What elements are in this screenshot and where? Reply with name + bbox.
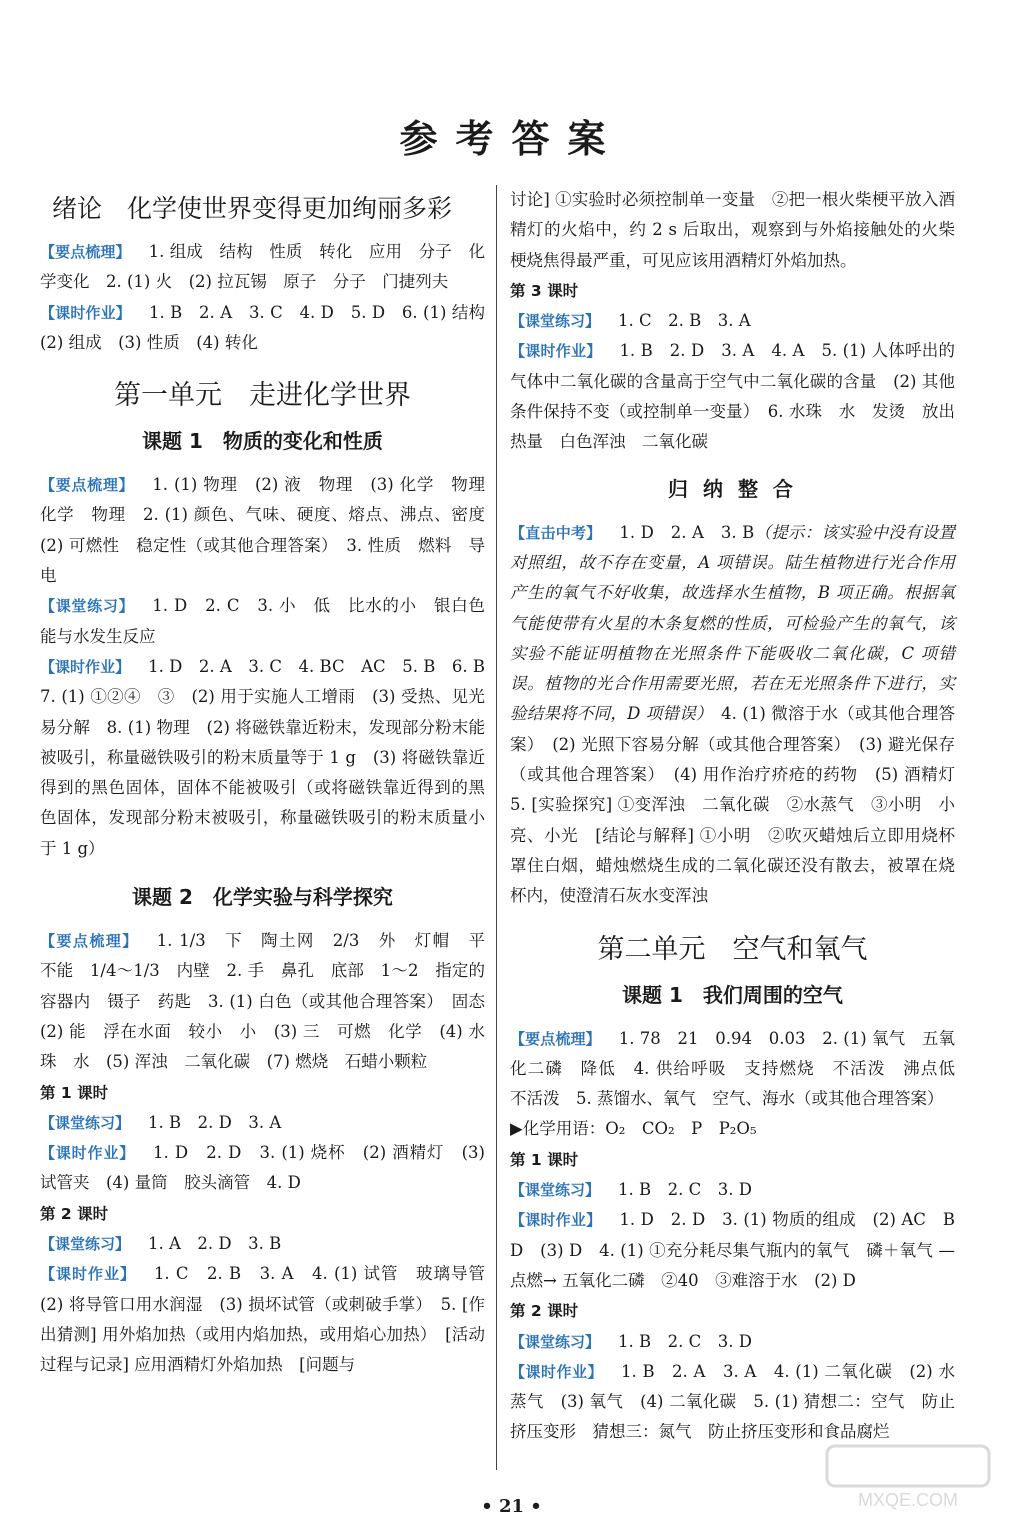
answer-text: 1. D 2. C 3. 小 低 比水的小 银白色 能与水发生反应 bbox=[40, 596, 502, 646]
answer-paragraph bbox=[510, 306, 955, 336]
answer-text: 4. (1) 微溶于水（或其他合理答案） (2) 光照下容易分解（或其他合理答案） (3) 避光保存（或其他合理答案） (4) 用作治疗疥疮的药物 (5) 酒精灯 5. [实验探究] ①变浑浊 二氧化碳 ②水蒸气 ③小明 小亮、小光 [结论与解释] ①小明 ②吹灭蜡烛后立即用烧杯罩住白烟，蜡烛燃烧生成的二氧化碳还没有散去，被罩在烧杯内，使澄清石灰水变浑浊 bbox=[510, 704, 972, 906]
section-label: 【要点梳理】 bbox=[40, 476, 135, 495]
answer-paragraph bbox=[40, 298, 502, 359]
answer-paragraph bbox=[510, 1205, 955, 1296]
answer-text: 1. C 2. B 3. A bbox=[618, 311, 751, 331]
answer-paragraph bbox=[40, 1108, 485, 1138]
unit2-heading: 第二单元 空气和氧气 bbox=[597, 933, 868, 965]
lesson-heading: 第 1 课时 bbox=[510, 1150, 579, 1169]
answer-text: 1. B 2. C 3. D bbox=[618, 1331, 752, 1351]
section-label: 【课堂练习】 bbox=[510, 312, 601, 331]
page-title: 参考答案 bbox=[399, 117, 624, 161]
answer-paragraph bbox=[40, 926, 502, 1077]
section-label: 【课堂练习】 bbox=[40, 1113, 131, 1132]
unit1-heading: 第一单元 走进化学世界 bbox=[114, 380, 411, 412]
answer-paragraph bbox=[40, 1229, 485, 1259]
answer-paragraph bbox=[40, 652, 502, 864]
answer-text: 1. 组成 结构 性质 转化 应用 分子 化学变化 2. (1) 火 (2) 拉瓦锡 原子 分子 门捷列夫 bbox=[40, 242, 485, 292]
lesson-heading: 第 1 课时 bbox=[40, 1083, 109, 1102]
answer-paragraph bbox=[510, 1357, 955, 1448]
answer-text: 1. D 2. D 3. (1) 烧杯 (2) 酒精灯 (3) 试管夹 (4) 量筒 胶头滴管 4. D bbox=[40, 1143, 485, 1193]
answer-text: 1. B 2. C 3. D bbox=[618, 1180, 752, 1200]
lesson-heading: 第 2 课时 bbox=[510, 1302, 579, 1321]
section-label: 【课时作业】 bbox=[40, 303, 131, 322]
section-label: 【课时作业】 bbox=[510, 342, 602, 361]
section-label: 【课时作业】 bbox=[40, 657, 131, 676]
watermark-text: MXQE.COM bbox=[857, 1490, 959, 1510]
right-column bbox=[510, 185, 972, 1448]
answer-text: 1. 78 21 0.94 0.03 2. (1) 氧气 五氧化二磷 降低 4. 供给呼吸 支持燃烧 不活泼 沸点低 不活泼 5. 蒸馏水、氧气 空气、海水（或其他合理答案） bbox=[510, 1028, 972, 1109]
section-label: 【要点梳理】 bbox=[40, 243, 131, 261]
lesson-heading: 第 2 课时 bbox=[40, 1204, 109, 1223]
section-label: 【课时作业】 bbox=[510, 1211, 602, 1230]
answer-paragraph bbox=[40, 591, 502, 652]
section-label: 【课堂练习】 bbox=[40, 1235, 131, 1254]
answer-paragraph bbox=[40, 237, 485, 298]
section-label: 【课时作业】 bbox=[40, 1265, 136, 1284]
watermark-logo bbox=[823, 1442, 993, 1512]
intro-heading: 绪论 化学使世界变得更加绚丽多彩 bbox=[52, 194, 453, 223]
section-label: 【课堂练习】 bbox=[510, 1181, 601, 1200]
answer-text: 1. B 2. A 3. C 4. D 5. D 6. (1) 结构 (2) 组成 (3) 性质 (4) 转化 bbox=[40, 302, 502, 352]
answer-paragraph bbox=[40, 1138, 485, 1199]
chemistry-terms: ▶化学用语：O₂ CO₂ P P₂O₅ bbox=[510, 1119, 757, 1139]
answer-paragraph bbox=[510, 336, 955, 457]
answer-text: 1. A 2. D 3. B bbox=[148, 1234, 282, 1254]
answer-paragraph bbox=[40, 470, 502, 591]
answer-text: 1. (1) 物理 (2) 液 物理 (3) 化学 物理 化学 物理 2. (1) 颜色、气味、硬度、熔点、沸点、密度 (2) 可燃性 稳定性（或其他合理答案） 3. 性质 燃料 导电 bbox=[40, 475, 502, 586]
answer-paragraph bbox=[510, 1327, 955, 1357]
section-label: 【课堂练习】 bbox=[510, 1332, 601, 1351]
section-label: 【要点梳理】 bbox=[510, 1029, 601, 1048]
topic3-heading: 课题 1 我们周围的空气 bbox=[622, 982, 843, 1007]
answer-paragraph bbox=[510, 1024, 972, 1115]
page-number: • 21 • bbox=[481, 1496, 542, 1517]
answer-text: 1. B 2. D 3. A 4. A 5. (1) 人体呼出的气体中二氧化碳的含量高于空气中二氧化碳的含量 (2) 其他条件保持不变（或控制单一变量） 6. 水珠 水 发烫 放出热量 白色浑浊 二氧化碳 bbox=[510, 341, 955, 452]
answer-paragraph bbox=[40, 1259, 502, 1380]
section-label: 【要点梳理】 bbox=[40, 932, 139, 951]
answer-paragraph bbox=[510, 518, 972, 912]
answer-text: 1. D 2. A 3. C 4. BC AC 5. B 6. B 7. (1) ①②④ ③ (2) 用于实施人工增雨 (3) 受热、见光易分解 8. (1) 物理 (2) 将磁铁靠近粉末，发现部分粉末能被吸引，称量磁铁吸引的粉末质量等于 1 g (3) 将磁铁靠近得到的黑色固体，固体不能被吸引（或将磁铁靠近得到的黑色固体，发现部分粉末被吸引，称量磁铁吸引的粉末质量小于 1 g） bbox=[40, 656, 502, 858]
answer-paragraph bbox=[510, 1175, 955, 1205]
section-label: 【课时作业】 bbox=[510, 1362, 603, 1381]
section-label: 【直击中考】 bbox=[510, 523, 602, 542]
answer-text: 1. D 2. D 3. (1) 物质的组成 (2) AC BD (3) D 4. (1) ①充分耗尽集气瓶内的氧气 磷＋氧气 —点燃→ 五氧化二磷 ②40 ③难溶于水 (2) D bbox=[510, 1210, 955, 1290]
lesson-heading: 第 3 课时 bbox=[510, 281, 579, 300]
topic2-heading: 课题 2 化学实验与科学探究 bbox=[132, 885, 393, 910]
hint-note: （提示：该实验中没有设置对照组，故不存在变量，A 项错误。陆生植物进行光合作用产生的氧气不好收集，故选择水生植物，B 项正确。根据氧气能使带有火星的木条复燃的性质，可检验产生的氧气，该实验不能证明植物在光照条件下能吸收二氧化碳，C 项错误。植物的光合作用需要光照，若在无光照条件下进行，实验结果将不同，D 项错误） bbox=[510, 522, 955, 724]
section-label: 【课时作业】 bbox=[40, 1144, 136, 1163]
topic1-heading: 课题 1 物质的变化和性质 bbox=[142, 429, 383, 454]
answer-text: 1. C 2. B 3. A 4. (1) 试管 玻璃导管 (2) 将导管口用水润湿 (3) 损坏试管（或刺破手掌） 5. [作出猜测] 用外焰加热（或用内焰加热，或用焰心加热） [活动过程与记录] 应用酒精灯外焰加热 [问题与 bbox=[40, 1264, 502, 1375]
answer-text: 1. D 2. A 3. B bbox=[619, 522, 755, 542]
answer-text: 1. B 2. A 3. A 4. (1) 二氧化碳 (2) 水蒸气 (3) 氧气 (4) 二氧化碳 5. (1) 猜想二：空气 防止挤压变形 猜想三：氮气 防止挤压变形和食品腐烂 bbox=[510, 1361, 955, 1442]
answer-text: 1. 1/3 下 陶土网 2/3 外 灯帽 平 不能 1/4～1/3 内壁 2. 手 鼻孔 底部 1～2 指定的容器内 镊子 药匙 3. (1) 白色（或其他合理答案） 固态 (2) 能 浮在水面 较小 小 (3) 三 可燃 化学 (4) 水珠 水 (5) 浑浊 二氧化碳 (7) 燃烧 石蜡小颗粒 bbox=[40, 931, 502, 1072]
answer-text: 1. B 2. D 3. A bbox=[148, 1112, 282, 1132]
answer-paragraph: 讨论] ①实验时必须控制单一变量 ②把一根火柴梗平放入酒精灯的火焰中，约 2 s 后取出，观察到与外焰接触处的火柴梗烧焦得最严重，可见应该用酒精灯外焰加热。 bbox=[510, 190, 955, 270]
summary-heading: 归 纳 整 合 bbox=[668, 476, 797, 501]
left-column bbox=[40, 185, 502, 1381]
section-label: 【课堂练习】 bbox=[40, 597, 135, 616]
